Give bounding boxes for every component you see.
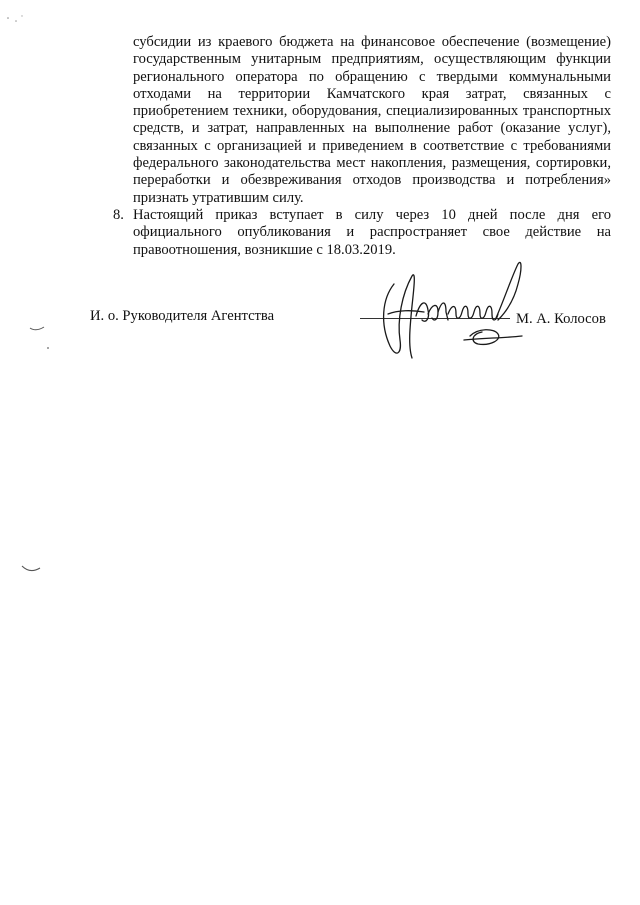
- list-item-number: 8.: [113, 207, 124, 223]
- scan-mark-left-lower: [20, 562, 44, 576]
- paragraph-continuation: субсидии из краевого бюджета на финансовое обеспечение (возмещение) государственным унитарным предприятиям, осуществляющим функции регионального оператора по обращению с твердыми коммунальными отходами на территории Камчатского края затрат, связанных с приобретением техники, оборудования, специализированных транспортных средств, и затрат, направленных на выполнение работ (оказание услуг), связанных с организацией и приведением в соответствие с требованиями федерального законодательства мест накопления, размещения, сортировки, переработки и обезвреживания отходов производства и потребления» признать утратившим силу.: [133, 34, 611, 206]
- signer-title: И. о. Руководителя Агентства: [90, 308, 275, 324]
- scan-mark-top-left: [4, 12, 26, 26]
- scan-mark-left-upper: [28, 322, 58, 352]
- list-item-8-text: Настоящий приказ вступает в силу через 10 дней после дня его официального опубликования и распространяет свое действие на правоотношения, возникшие с 18.03.2019.: [133, 207, 611, 258]
- signer-name: М. А. Колосов: [516, 311, 606, 327]
- handwritten-signature: [372, 254, 532, 366]
